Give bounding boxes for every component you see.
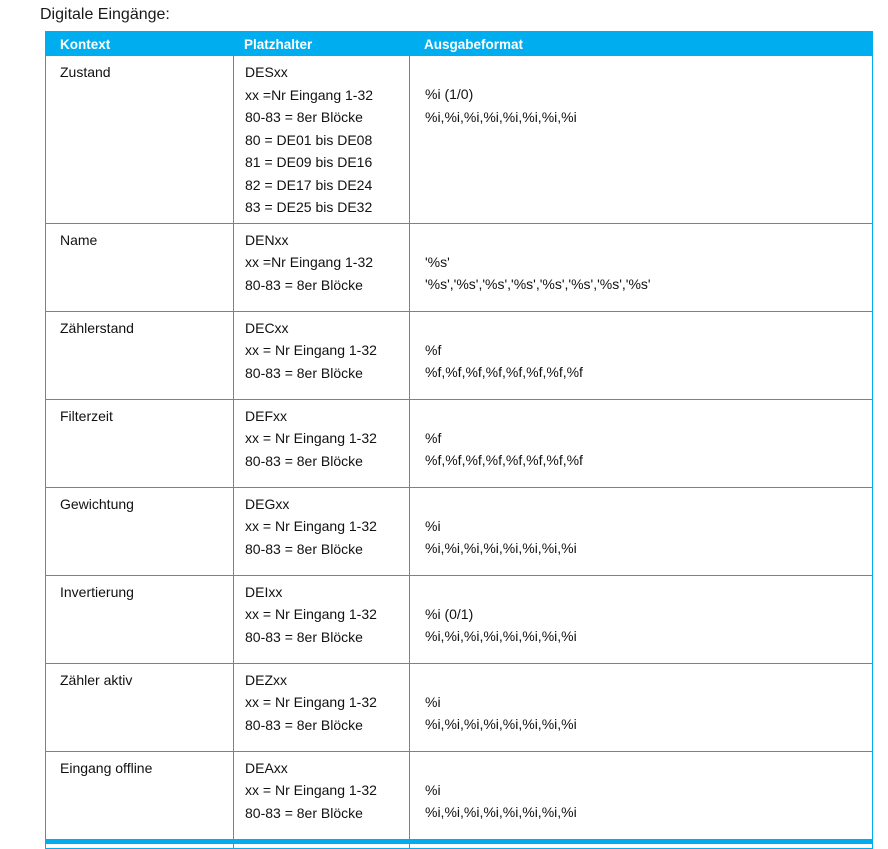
- text-line: %i,%i,%i,%i,%i,%i,%i,%i: [425, 628, 577, 644]
- kontext-cell: Eingang offline: [60, 759, 153, 776]
- table-header-row: [46, 32, 872, 56]
- ausgabeformat-cell: [409, 664, 872, 751]
- text-line: %i: [425, 517, 441, 534]
- platzhalter-cell: [233, 664, 409, 751]
- text-line: DEZxx: [245, 671, 287, 688]
- text-line: %i (1/0): [425, 86, 474, 102]
- text-line: %f,%f,%f,%f,%f,%f,%f,%f: [425, 364, 583, 380]
- platzhalter-cell: [233, 312, 409, 399]
- text-line: DENxx: [245, 231, 289, 248]
- text-line: 80-83 = 8er Blöcke: [245, 716, 363, 733]
- text-line: xx = Nr Eingang 1-32: [245, 342, 377, 358]
- table-row: [46, 487, 872, 575]
- table-row: [46, 399, 872, 487]
- text-line: xx =Nr Eingang 1-32: [245, 86, 374, 103]
- ausgabeformat-cell: [409, 488, 872, 575]
- table-row: [46, 663, 872, 751]
- text-line: '%s': [425, 253, 450, 270]
- text-line: %f,%f,%f,%f,%f,%f,%f,%f: [425, 452, 583, 468]
- table-row: [46, 56, 872, 223]
- platzhalter-cell: [233, 576, 409, 663]
- platzhalter-cell: [233, 56, 409, 223]
- text-line: 80-83 = 8er Blöcke: [245, 452, 363, 469]
- text-line: 83 = DE25 bis DE32: [245, 199, 373, 215]
- placeholder-table: [45, 31, 873, 849]
- table-row: [46, 223, 872, 311]
- text-line: %i,%i,%i,%i,%i,%i,%i,%i: [425, 540, 577, 556]
- text-line: %i: [425, 693, 441, 710]
- text-line: '%s','%s','%s','%s','%s','%s','%s','%s': [425, 276, 651, 292]
- text-line: 80 = DE01 bis DE08: [245, 131, 373, 148]
- text-line: %i: [425, 781, 441, 798]
- text-line: 80-83 = 8er Blöcke: [245, 540, 363, 557]
- text-line: 80-83 = 8er Blöcke: [245, 364, 363, 381]
- text-line: %f: [425, 341, 442, 358]
- table-row: [46, 751, 872, 848]
- text-line: 80-83 = 8er Blöcke: [245, 804, 363, 821]
- text-line: %i,%i,%i,%i,%i,%i,%i,%i: [425, 804, 577, 820]
- text-line: xx = Nr Eingang 1-32: [245, 518, 377, 534]
- text-line: 80-83 = 8er Blöcke: [245, 276, 363, 293]
- ausgabeformat-cell: [409, 400, 872, 487]
- text-line: DECxx: [245, 319, 289, 336]
- table-row: [46, 311, 872, 399]
- platzhalter-cell: [233, 224, 409, 311]
- text-line: xx = Nr Eingang 1-32: [245, 782, 377, 798]
- text-line: %f: [425, 429, 442, 446]
- table-bottom-bar: [45, 839, 873, 844]
- text-line: %i,%i,%i,%i,%i,%i,%i,%i: [425, 716, 577, 732]
- kontext-cell: Zähler aktiv: [60, 671, 133, 688]
- kontext-cell: Gewichtung: [60, 495, 134, 512]
- kontext-cell: Invertierung: [60, 583, 134, 600]
- kontext-cell: Zustand: [60, 64, 111, 80]
- text-line: xx = Nr Eingang 1-32: [245, 606, 377, 622]
- text-line: DEIxx: [245, 583, 283, 600]
- ausgabeformat-cell: [409, 752, 872, 848]
- ausgabeformat-cell: [409, 56, 872, 223]
- text-line: DESxx: [245, 64, 288, 80]
- text-line: 80-83 = 8er Blöcke: [245, 109, 363, 125]
- text-line: 81 = DE09 bis DE16: [245, 154, 373, 170]
- column-header-kontext: Kontext: [60, 36, 111, 52]
- text-line: %i (0/1): [425, 605, 474, 622]
- kontext-cell: Filterzeit: [60, 407, 113, 424]
- text-line: xx = Nr Eingang 1-32: [245, 430, 377, 446]
- platzhalter-cell: [233, 488, 409, 575]
- ausgabeformat-cell: [409, 576, 872, 663]
- column-header-platzhalter: Platzhalter: [244, 36, 313, 52]
- text-line: xx = Nr Eingang 1-32: [245, 694, 377, 710]
- column-header-ausgabeformat: Ausgabeformat: [424, 36, 524, 52]
- page-title: Digitale Eingänge:: [40, 6, 170, 23]
- ausgabeformat-cell: [409, 224, 872, 311]
- text-line: DEGxx: [245, 495, 290, 512]
- text-line: xx =Nr Eingang 1-32: [245, 254, 374, 270]
- text-line: %i,%i,%i,%i,%i,%i,%i,%i: [425, 108, 577, 125]
- text-line: 80-83 = 8er Blöcke: [245, 628, 363, 645]
- kontext-cell: Name: [60, 231, 98, 248]
- kontext-cell: Zählerstand: [60, 319, 134, 336]
- text-line: 82 = DE17 bis DE24: [245, 176, 373, 193]
- platzhalter-cell: [233, 400, 409, 487]
- text-line: DEAxx: [245, 759, 288, 776]
- ausgabeformat-cell: [409, 312, 872, 399]
- table-body: [46, 56, 872, 848]
- table-row: [46, 575, 872, 663]
- text-line: DEFxx: [245, 407, 287, 424]
- platzhalter-cell: [233, 752, 409, 848]
